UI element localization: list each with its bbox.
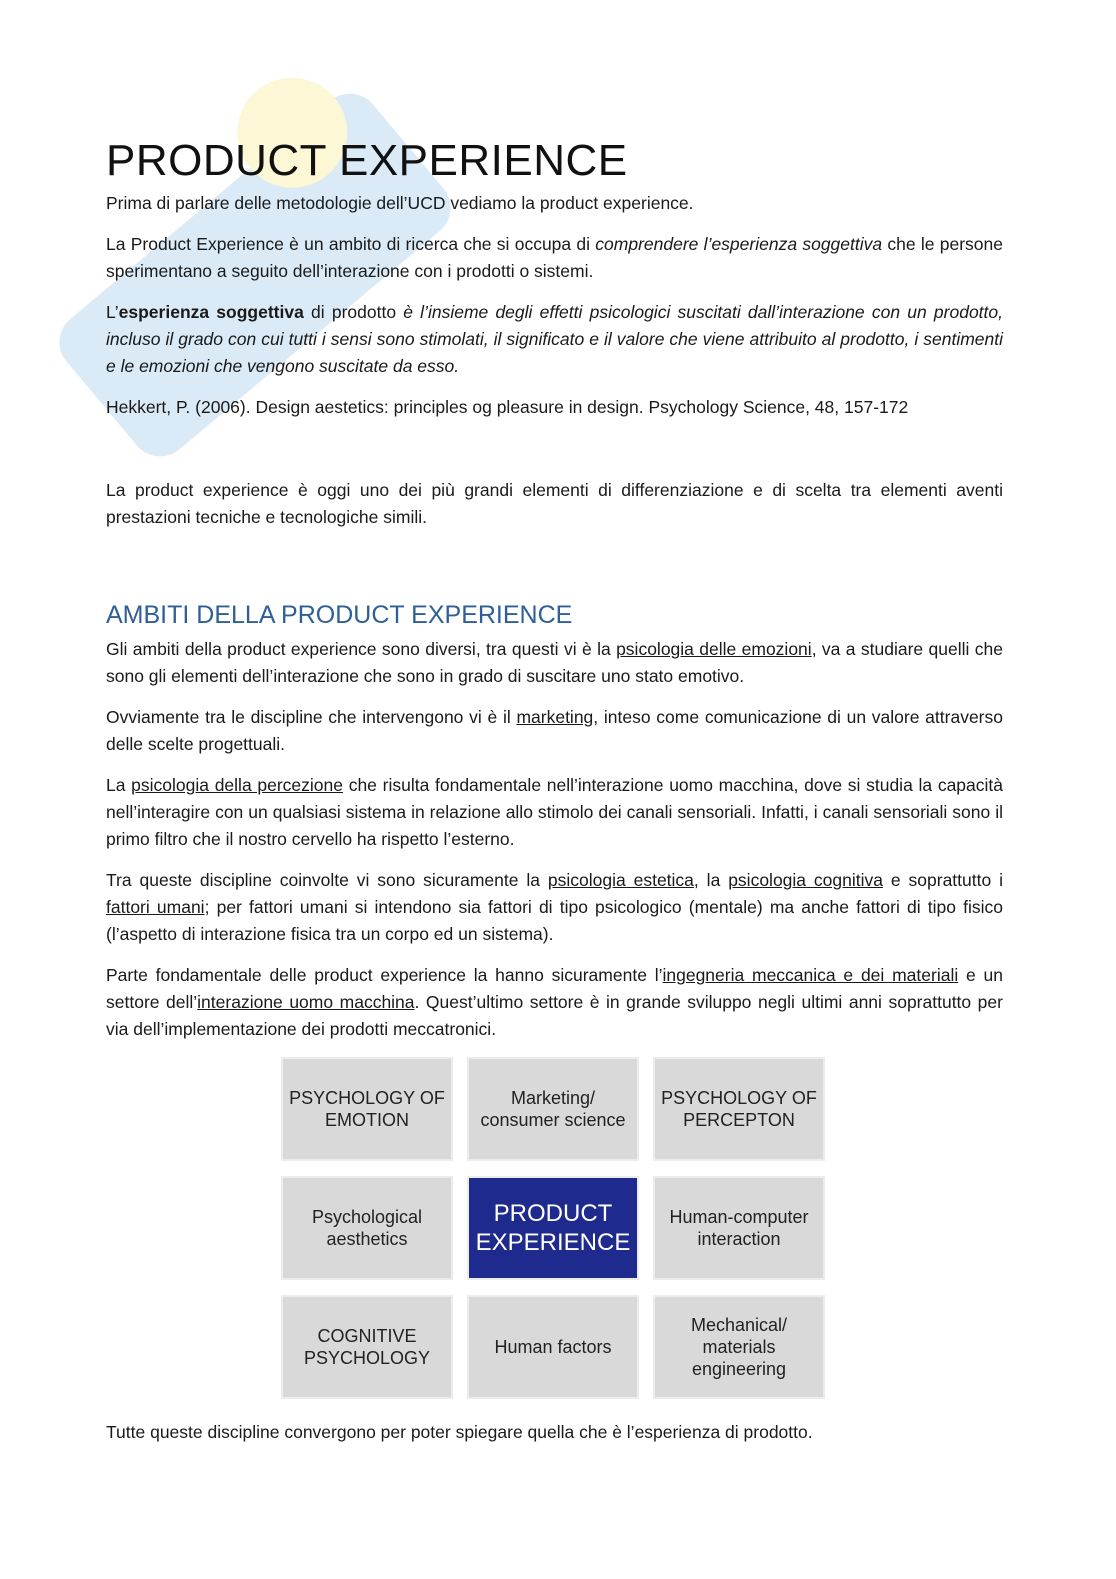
box-human-factors: Human factors bbox=[469, 1297, 637, 1397]
section-paragraph-perception: La psicologia della percezione che risulta fondamentale nell’interazione uomo macchina, dove si studia la capacità nell’interagire con un qualsiasi sistema in relazione allo stimolo dei canali sensoriali. Infatti, i canali sensoriali sono il primo filtro che il nostro cervello ha rispetto l’esterno. bbox=[106, 775, 1004, 849]
box-marketing: Marketing/ consumer science bbox=[469, 1059, 637, 1159]
box-cognitive-psychology: COGNITIVE PSYCHOLOGY bbox=[283, 1297, 451, 1397]
reference-citation: Hekkert, P. (2006). Design aestetics: principles og pleasure in design. Psychology Science, 48, 157-172 bbox=[106, 397, 909, 417]
document-page bbox=[106, 136, 1003, 1460]
section-title: AMBITI DELLA PRODUCT EXPERIENCE bbox=[106, 601, 573, 629]
definition-paragraph: La Product Experience è un ambito di ricerca che si occupa di comprendere l’esperienza soggettiva che le persone sperimentano a seguito dell’interazione con i prodotti o sistemi. bbox=[106, 234, 1003, 281]
differentiation-paragraph: La product experience è oggi uno dei più grandi elementi di differenziazione e di scelta tra elementi aventi prestazioni tecniche e tecnologiche simili. bbox=[106, 480, 1003, 527]
box-psychological-aesthetics: Psychological aesthetics bbox=[283, 1178, 451, 1278]
box-psychology-of-emotion: PSYCHOLOGY OF EMOTION bbox=[283, 1059, 451, 1159]
conclusion-paragraph: Tutte queste discipline convergono per poter spiegare quella che è l’esperienza di prodotto. bbox=[106, 1422, 813, 1442]
page-title: PRODUCT EXPERIENCE bbox=[106, 136, 628, 185]
box-human-computer-interaction: Human-computer interaction bbox=[655, 1178, 823, 1278]
intro-paragraph: Prima di parlare delle metodologie dell’UCD vediamo la product experience. bbox=[106, 193, 694, 213]
section-paragraph-marketing: Ovviamente tra le discipline che intervengono vi è il marketing, inteso come comunicazione di un valore attraverso delle scelte progettuali. bbox=[106, 707, 1003, 754]
subjective-experience-paragraph: L’esperienza soggettiva di prodotto è l’insieme degli effetti psicologici suscitati dall’interazione con un prodotto, incluso il grado con cui tutti i sensi sono stimolati, il significato e il valore che viene attribuito al prodotto, i sentimenti e le emozioni che vengono suscitate da esso. bbox=[106, 302, 1003, 376]
box-psychology-of-perception: PSYCHOLOGY OF PERCEPTON bbox=[655, 1059, 823, 1159]
box-product-experience: PRODUCT EXPERIENCE bbox=[469, 1178, 637, 1278]
disciplines-diagram bbox=[283, 1059, 1003, 1397]
box-mechanical-engineering: Mechanical/ materials engineering bbox=[655, 1297, 823, 1397]
section-paragraph-disciplines: Tra queste discipline coinvolte vi sono sicuramente la psicologia estetica, la psicologia cognitiva e soprattutto i fattori umani; per fattori umani si intendono sia fattori di tipo psicologico (mentale) ma anche fattori di tipo fisico (l’aspetto di interazione fisica tra un corpo ed un sistema). bbox=[106, 870, 1004, 944]
section-paragraph-emotions: Gli ambiti della product experience sono diversi, tra questi vi è la psicologia delle emozioni, va a studiare quelli che sono gli elementi dell’interazione che sono in grado di suscitare uno stato emotivo. bbox=[106, 639, 1003, 686]
section-paragraph-engineering: Parte fondamentale delle product experience la hanno sicuramente l’ingegneria meccanica e dei materiali e un settore dell’interazione uomo macchina. Quest’ultimo settore è in grande sviluppo negli ultimi anni soprattutto per via dell’implementazione dei prodotti meccatronici. bbox=[106, 965, 1003, 1039]
